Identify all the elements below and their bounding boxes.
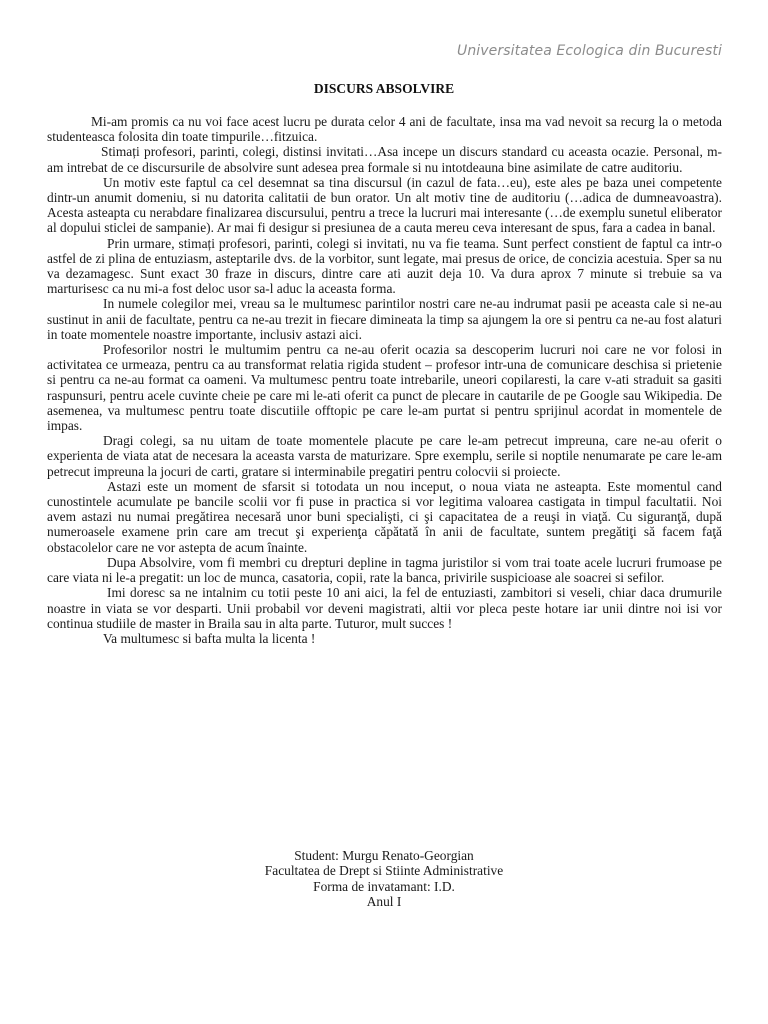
signature-block xyxy=(0,848,768,910)
university-header: Universitatea Ecologica din Bucuresti xyxy=(456,43,722,59)
document-title: DISCURS ABSOLVIRE xyxy=(313,81,455,96)
paragraph-7: Dragi colegi, sa nu uitam de toate momentele placute pe care le-am petrecut impreuna, care ne-au oferit o experienta de viata atat de necesara la aceasta varsta de maturizare. Spre exemplu, serile si noptile nenumarate pe care le-am petrecut impreuna la jocuri de carti, gratare si interminabile pregatiri pentru colocvii si proiecte. xyxy=(47,433,722,479)
faculty-name: Facultatea de Drept si Stiinte Administrative xyxy=(264,863,504,879)
paragraph-8: Astazi este un moment de sfarsit si totodata un nou inceput, o noua viata ne asteapta. Este momentul cand cunostintele acumulate pe bancile scolii vor fi puse in practica si vor legitima valoarea castigata in timpul facultatii. Noi avem astazi nu numai pregătirea necesară unor buni specialişti, ci şi capacitatea de a reuşi in viaţă. Cu siguranţă, după numeroasele examene prin care am trecut şi experienţa căpătată în anii de facultate, suntem pregătiţi să facem faţă obstacolelor care ne vor astepta de acum înainte. xyxy=(47,478,722,555)
paragraph-4: Prin urmare, stimați profesori, parinti, colegi si invitati, nu va fie teama. Sunt perfect constient de faptul ca intr-o astfel de zi plina de entuziasm, asteptarile dvs. de la vorbitor, sunt legate, mai presus de orice, de concizia acestuia. Sper sa nu va dezamagesc. Sunt exact 30 fraze in discurs, dintre care ati auzit deja 10. Va dura aprox 7 minute si trebuie sa va marturisesc ca nu mi-a fost deloc usor sa-l aduc la aceasta forma. xyxy=(47,235,722,297)
paragraph-9: Dupa Absolvire, vom fi membri cu drepturi depline in tagma juristilor si vom trai toate acele lucruri frumoase pe care viata ni le-a pregatit: un loc de munca, casatoria, copii, rate la banca, privirile suspicioase ale soacrei si sefilor. xyxy=(47,554,722,586)
paragraph-6: Profesorilor nostri le multumim pentru ca ne-au oferit ocazia sa descoperim lucruri noi care ne vor folosi in activitatea ce urmeaza, pentru ca au transformat relatia rigida student – profesor intr-una de comunicare deschisa si prietenie si pentru ca ne-au format ca oameni. Va multumesc pentru toate intrebarile, uneori copilaresti, la care v-ati straduit sa gasiti raspunsuri, pentru acele cuvinte cheie pe care mi le-ati oferit ca punct de plecare in cautarile de pe Google sau Wikipedia. De asemenea, va multumesc pentru toate discutiile offtopic pe care le-am purtat si pentru sprijinul acordat in momentele de impas. xyxy=(47,342,722,434)
paragraph-3: Un motiv este faptul ca cel desemnat sa tina discursul (in cazul de fata…eu), este ales pe baza unei competente dintr-un anumit domeniu, si nu datorita calitatii de bun orator. Un alt motiv tine de auditoriu (…adica de dumneavoastra). Acesta asteapta cu nerabdare finalizarea discursului, pentru a trece la lucruri mai interesante (…de exemplu sunetul eliberator al dopului sticlei de sampanie). Ar mai fi desigur si presiunea de a cauta mereu ceva interesant de spus, fara a cadea in banal. xyxy=(47,174,722,236)
student-name: Student: Murgu Renato-Georgian xyxy=(294,848,474,863)
paragraph-10: Imi doresc sa ne intalnim cu totii peste 10 ani aici, la fel de entuziasti, zambitori si veseli, chiar daca drumurile noastre in viata se vor desparti. Unii probabil vor deveni magistrati, altii vor pleca peste hotare iar unii dintre noi isi vor continua studiile de master in Braila sau in alta parte. Tuturor, mult succes ! xyxy=(47,585,722,631)
paragraph-2: Stimați profesori, parinti, colegi, distinsi invitati…Asa incepe un discurs standard cu aceasta ocazie. Personal, m-am intrebat de ce discursurile de absolvire sunt adesea prea formale si nu intotdeauna bine asimilate de catre auditoriu. xyxy=(47,144,722,175)
paragraph-1: Mi-am promis ca nu voi face acest lucru pe durata celor 4 ani de facultate, insa ma vad nevoit sa recurg la o metoda studenteasca folosita din toate timpurile…fitzuica. xyxy=(47,114,722,145)
study-year: Anul I xyxy=(366,894,402,910)
paragraph-11: Va multumesc si bafta multa la licenta ! xyxy=(103,630,316,646)
study-form: Forma de invatamant: I.D. xyxy=(313,878,455,894)
speech-body xyxy=(47,114,722,646)
paragraph-5: In numele colegilor mei, vreau sa le multumesc parintilor nostri care ne-au indrumat pasii pe aceasta cale si ne-au sustinut in anii de facultate, pentru ca ne-au trezit in fiecare dimineata la timp sa ajungem la ore si pentru ca ne-au fost alaturi in toate momentele noastre importante, inclusiv astazi aici. xyxy=(47,296,722,342)
